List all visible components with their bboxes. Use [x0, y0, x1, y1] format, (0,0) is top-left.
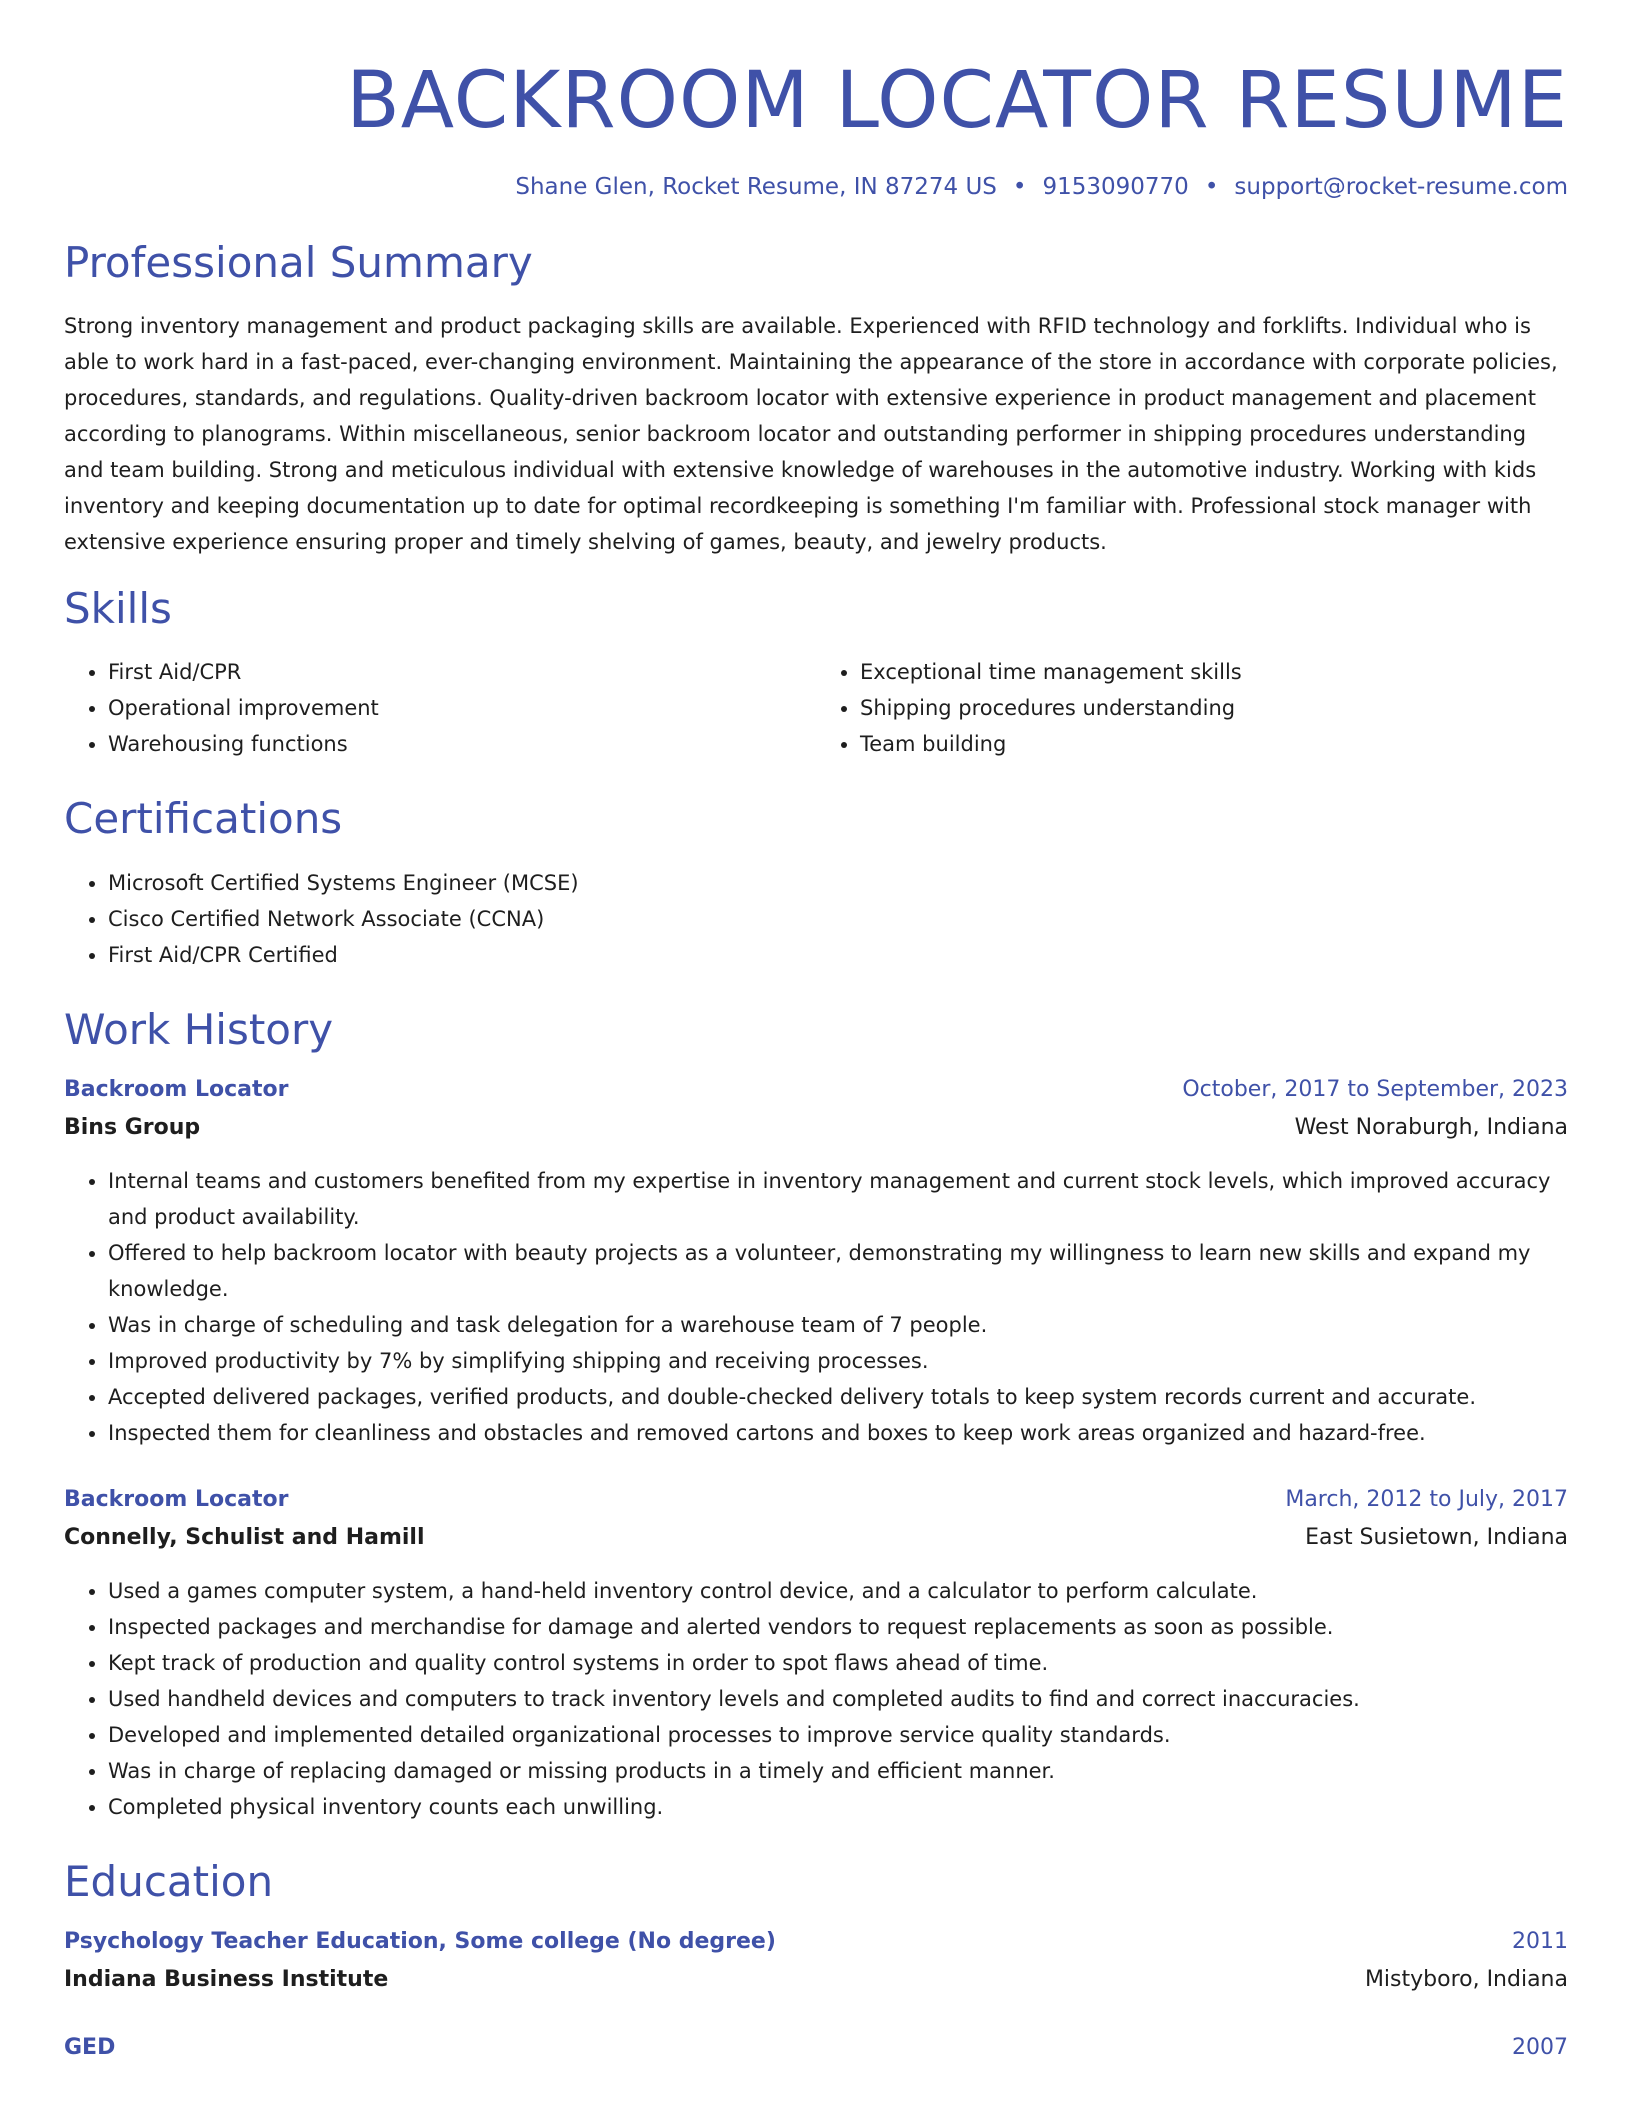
skills-list-left [64, 654, 816, 762]
job-title: Backroom Locator [64, 1076, 289, 1102]
job-header [64, 1481, 1568, 1519]
certifications-list [64, 865, 1568, 973]
education-degree: GED [64, 2034, 116, 2060]
job-dates: March, 2012 to July, 2017 [1285, 1486, 1568, 1512]
job-bullets [64, 1573, 1568, 1825]
work-history-heading: Work History [64, 1004, 334, 1054]
job-bullet: • Was in charge of replacing damaged or missing products in a timely and efficient manner. [108, 1753, 1568, 1789]
skills-columns [64, 654, 1568, 762]
skills-section [64, 586, 1568, 762]
job-bullet: • Was in charge of scheduling and task delegation for a warehouse team of 7 people. [108, 1307, 1568, 1343]
job-bullet: • Accepted delivered packages, verified products, and double-checked delivery totals to keep system records current and accurate. [108, 1379, 1568, 1415]
job-company: Bins Group [64, 1114, 201, 1140]
job-bullet: • Developed and implemented detailed organizational processes to improve service quality standards. [108, 1717, 1568, 1753]
certification-item: • First Aid/CPR Certified [108, 937, 1568, 973]
education-year: 2011 [1512, 1928, 1568, 1954]
education-degree: Psychology Teacher Education, Some college (No degree) [64, 1928, 776, 1954]
skill-item: • Exceptional time management skills [860, 654, 1568, 690]
certifications-heading: Certifications [64, 794, 343, 844]
skill-item: • Shipping procedures understanding [860, 690, 1568, 726]
job-dates: October, 2017 to September, 2023 [1182, 1076, 1568, 1102]
education-year: 2007 [1512, 2034, 1568, 2060]
job-company: Connelly, Schulist and Hamill [64, 1524, 425, 1550]
resume-title: BACKROOM LOCATOR RESUME [346, 56, 1568, 146]
contact-address: Shane Glen, Rocket Resume, IN 87274 US [515, 174, 997, 200]
summary-text: Strong inventory management and product packaging skills are available. Experienced with RFID technology and forklifts. Individual who is able to work hard in a fast-paced, ever-changing environment. Maintaining the appearance of the store in accordance with corporate policies, procedures, standards, and regulations. Quality-driven backroom locator with extensive experience in product management and placement according to planograms. Within miscellaneous, senior backroom locator and outstanding performer in shipping procedures understanding and team building. Strong and meticulous individual with extensive knowledge of warehouses in the automotive industry. Working with kids inventory and keeping documentation up to date for optimal recordkeeping is something I'm familiar with. Professional stock manager with extensive experience ensuring proper and timely shelving of games, beauty, and jewelry products. [64, 314, 1558, 555]
job-bullet: • Used handheld devices and computers to track inventory levels and completed audits to find and correct inaccuracies. [108, 1681, 1568, 1717]
education-entry [64, 1923, 1568, 1999]
contact-phone: 9153090770 [1042, 174, 1189, 200]
job-location: West Noraburgh, Indiana [1294, 1114, 1568, 1140]
job-location: East Susietown, Indiana [1305, 1524, 1568, 1550]
skill-item: • Operational improvement [108, 690, 816, 726]
separator-dot: • [1012, 174, 1027, 200]
job-subheader [64, 1109, 1568, 1147]
education-entry [64, 2029, 1568, 2067]
skills-heading: Skills [64, 584, 172, 634]
education-subheader [64, 1961, 1568, 1999]
separator-dot: • [1204, 174, 1219, 200]
skill-item: • Warehousing functions [108, 726, 816, 762]
contact-email[interactable]: support@rocket-resume.com [1234, 174, 1568, 200]
job-bullet: • Used a games computer system, a hand-held inventory control device, and a calculator to perform calculate. [108, 1573, 1568, 1609]
education-location: Mistyboro, Indiana [1364, 1966, 1568, 1992]
education-heading: Education [64, 1856, 274, 1906]
skill-item: • Team building [860, 726, 1568, 762]
job-bullets [64, 1163, 1568, 1451]
skill-item: • First Aid/CPR [108, 654, 816, 690]
education-header [64, 1923, 1568, 1961]
job-bullet: • Offered to help backroom locator with beauty projects as a volunteer, demonstrating my willingness to learn new skills and expand my knowledge. [108, 1235, 1568, 1307]
job-subheader [64, 1519, 1568, 1557]
certification-item: • Microsoft Certified Systems Engineer (MCSE) [108, 865, 1568, 901]
summary-section [64, 240, 1568, 560]
job-bullet: • Internal teams and customers benefited from my expertise in inventory management and current stock levels, which improved accuracy and product availability. [108, 1163, 1568, 1235]
work-history-section [64, 1004, 1568, 1825]
education-section [64, 1856, 1568, 2067]
job-bullet: • Inspected packages and merchandise for damage and alerted vendors to request replacements as soon as possible. [108, 1609, 1568, 1645]
job-bullet: • Kept track of production and quality control systems in order to spot flaws ahead of time. [108, 1645, 1568, 1681]
certification-item: • Cisco Certified Network Associate (CCNA) [108, 901, 1568, 937]
job-bullet: • Inspected them for cleanliness and obstacles and removed cartons and boxes to keep work areas organized and hazard-free. [108, 1415, 1568, 1451]
job-header [64, 1071, 1568, 1109]
job-entry [64, 1071, 1568, 1451]
contact-line [64, 174, 1568, 200]
skills-list-right [816, 654, 1568, 762]
job-entry [64, 1481, 1568, 1825]
job-bullet: • Improved productivity by 7% by simplifying shipping and receiving processes. [108, 1343, 1568, 1379]
job-title: Backroom Locator [64, 1486, 289, 1512]
job-bullet: • Completed physical inventory counts each unwilling. [108, 1789, 1568, 1825]
certifications-section [64, 796, 1568, 972]
education-header [64, 2029, 1568, 2067]
summary-heading: Professional Summary [64, 238, 533, 287]
education-school: Indiana Business Institute [64, 1966, 389, 1992]
